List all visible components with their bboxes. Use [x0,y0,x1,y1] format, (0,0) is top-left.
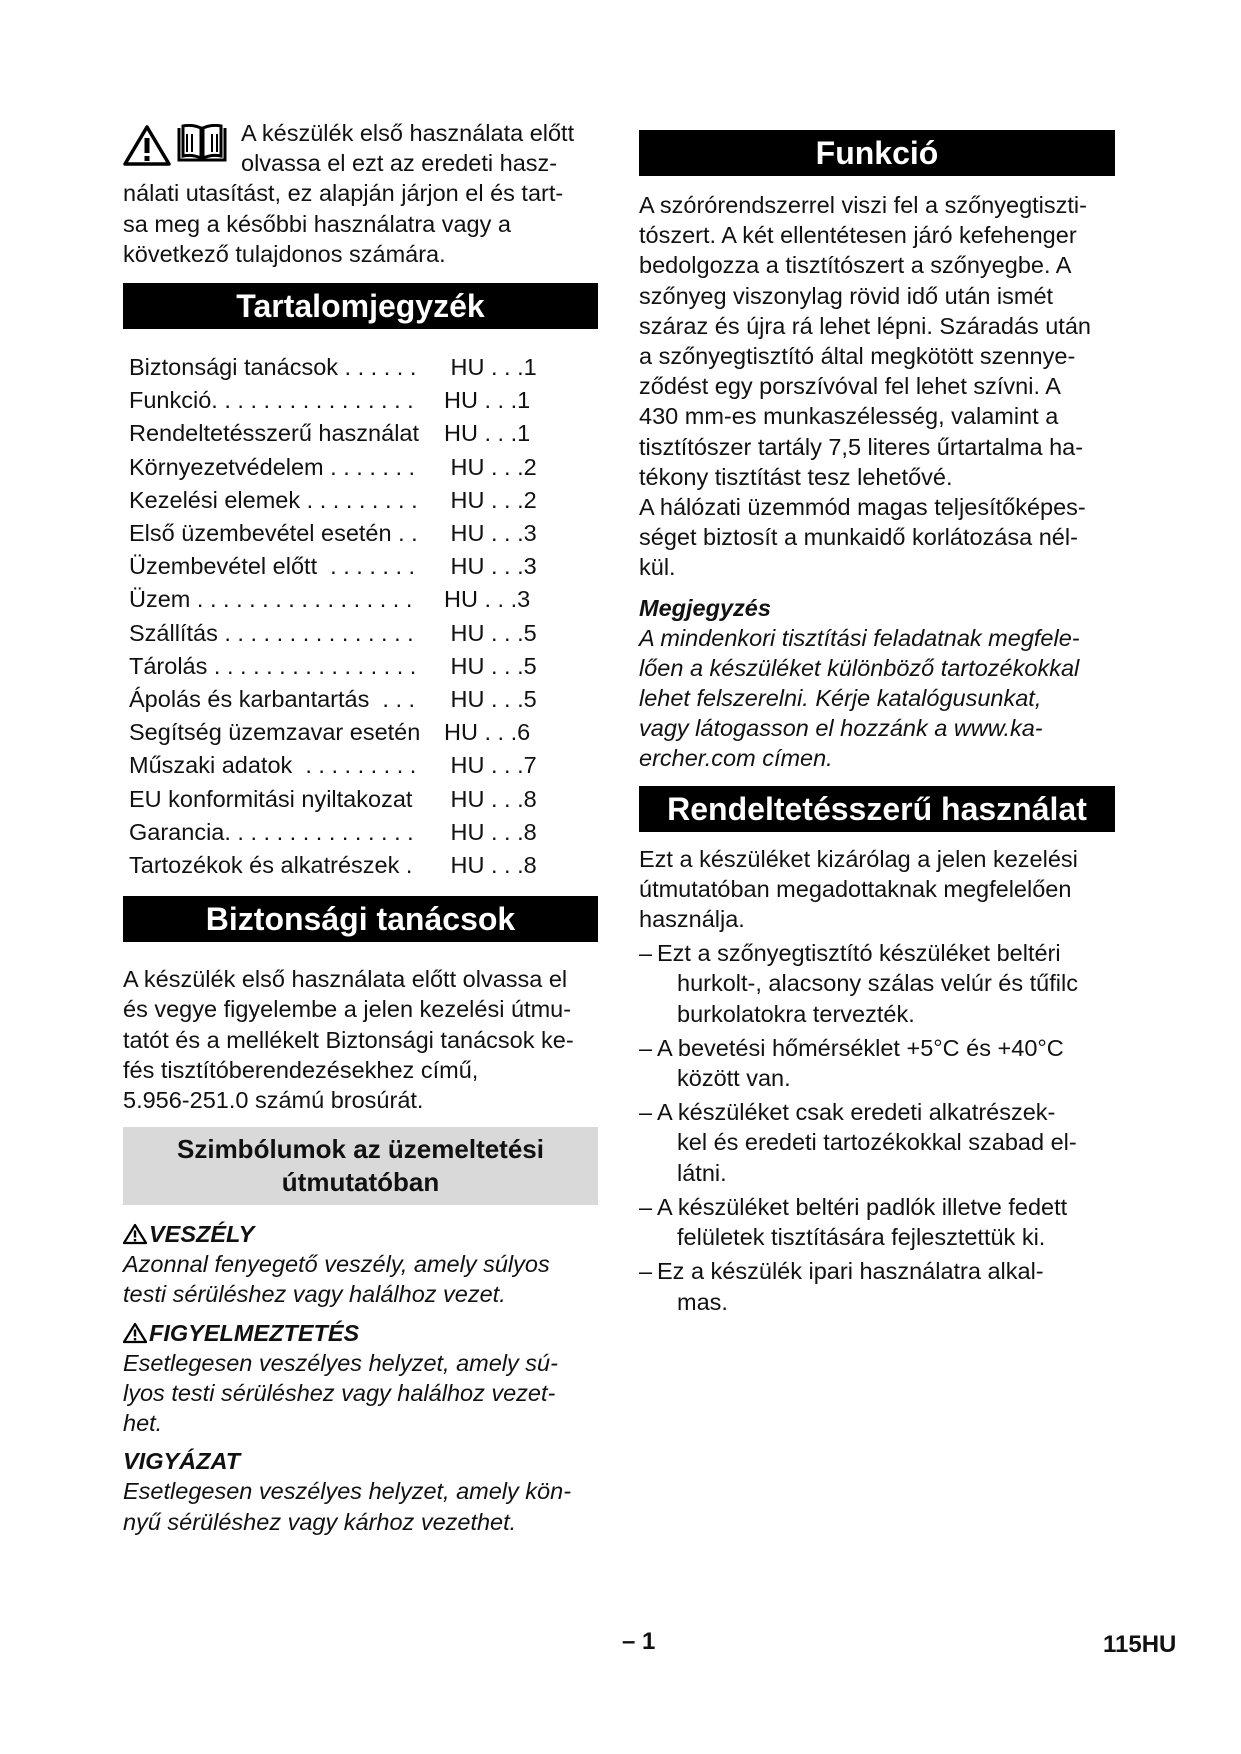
toc-item-title: Szállítás . . . . . . . . . . . . . . . [129,619,414,646]
caution-text: Esetlegesen veszélyes helyzet, amely kön- [123,1478,572,1505]
intended-use-line: használja. [639,906,745,933]
toc-item-title: Garancia. . . . . . . . . . . . . . . [129,818,414,845]
toc-item-ref: HU . . .1 [444,387,531,414]
toc-item-ref: HU . . .3 [444,586,531,613]
toc-item-ref: HU . . .5 [444,619,537,646]
warning-text: het. [123,1410,163,1437]
safety-line: fés tisztítóberendezésekhez című, [123,1056,479,1083]
caution-signal [123,1446,598,1476]
open-book-icon [175,124,229,166]
toc-item-title: Tárolás . . . . . . . . . . . . . . . . [129,652,417,679]
warning-triangle-icon [123,124,171,166]
function-line: tisztítószer tartály 7,5 literes űrtartalma ha- [639,433,1084,460]
safety-line: tatót és a mellékelt Biztonsági tanácsok ke- [123,1026,574,1053]
toc-item[interactable] [129,783,598,816]
function-line: tékony tisztítást tesz lehetővé. [639,463,953,490]
function-line: tószert. A két ellentétesen járó kefehenger [639,222,1077,249]
toc-item-title: Ápolás és karbantartás . . . [129,686,416,713]
page-number: – 1 [622,1628,656,1655]
note-paragraph [639,623,1115,774]
list-item: – Ezt a szőnyegtisztító készüléket beltéri hurkolt-, alacsony szálas velúr és tűfilc burkolatokra tervezték. [639,940,1078,1027]
danger-label: VESZÉLY [149,1221,255,1248]
warning-text: Esetlegesen veszélyes helyzet, amely sú- [123,1349,558,1376]
toc-item[interactable] [129,484,598,517]
note-line: lehet felszerelni. Kérje katalógusunkat, [639,685,1042,712]
safety-line: 5.956-251.0 számú brosúrát. [123,1087,424,1114]
warning-label: FIGYELMEZTETÉS [149,1319,360,1346]
intro-line: olvassa el ezt az eredeti hasz- [241,150,558,177]
toc-item-ref: HU . . .5 [444,652,537,679]
function-heading: Funkció [639,130,1115,176]
toc-item-title: Műszaki adatok . . . . . . . . . [129,752,417,779]
intro-paragraph [123,118,598,269]
toc-item-ref: HU . . .7 [444,752,537,779]
table-of-contents [129,351,598,882]
function-line: szőnyeg viszonylag rövid idő után ismét [639,282,1054,309]
toc-item-ref: HU . . .8 [444,852,537,879]
toc-item[interactable] [129,816,598,849]
safety-paragraph [123,964,598,1115]
function-line: kül. [639,554,676,581]
note-line: lően a készüléket különböző tartozékokkal [639,654,1080,681]
toc-item[interactable] [129,384,598,417]
function-line: 430 mm-es munkaszélesség, valamint a [639,403,1059,430]
note-label: Megjegyzés [639,594,771,621]
intended-use-paragraph [639,844,1115,935]
function-line: bedolgozza a tisztítószert a szőnyegbe. A [639,252,1072,279]
toc-item-title: Környezetvédelem . . . . . . . [129,453,416,480]
safety-heading: Biztonsági tanácsok [123,896,598,942]
toc-item[interactable] [129,550,598,583]
intro-line: nálati utasítást, ez alapján járjon el és tart- [123,180,564,207]
toc-item-title: EU konformitási nyiltakozat [129,785,413,812]
toc-item-ref: HU . . .2 [444,453,537,480]
list-item: – Ez a készülék ipari használatra alkal- mas. [639,1258,1044,1315]
toc-item-ref: HU . . .5 [444,686,537,713]
function-line: száraz és újra rá lehet lépni. Száradás után [639,312,1091,339]
toc-item-title: Kezelési elemek . . . . . . . . . [129,486,418,513]
toc-item-title: Rendeltetésszerű használat [129,420,420,447]
toc-item-ref: HU . . .3 [444,553,537,580]
caution-label: VIGYÁZAT [123,1448,241,1475]
toc-item-title: Segítség üzemzavar esetén [129,719,421,746]
function-paragraph [639,190,1115,583]
left-column [123,118,598,1537]
note-line: A mindenkori tisztítási feladatnak megfele- [639,624,1080,651]
toc-heading: Tartalomjegyzék [123,283,598,329]
toc-item[interactable] [129,351,598,384]
toc-item-title: Üzem . . . . . . . . . . . . . . . . . [129,586,413,613]
toc-item[interactable] [129,749,598,782]
intended-use-list [639,938,1115,1316]
toc-item[interactable] [129,583,598,616]
toc-item-ref: HU . . .8 [444,818,537,845]
toc-item-title: Tartozékok és alkatrészek . [129,852,413,879]
toc-item-title: Üzembevétel előtt . . . . . . . [129,553,416,580]
symbols-subheading-line: útmutatóban [281,1167,440,1198]
danger-text: testi sérüléshez vagy halálhoz vezet. [123,1281,506,1308]
intended-use-line: útmutatóban megadottaknak megfelelően [639,875,1072,902]
function-line: séget biztosít a munkaidő korlátozása nél- [639,524,1078,551]
toc-item[interactable] [129,683,598,716]
warning-triangle-icon [123,1322,147,1344]
intro-line: A készülék első használata előtt [241,120,575,146]
toc-item[interactable] [129,650,598,683]
list-item: – A készüléket csak eredeti alkatrészek- kel és eredeti tartozékokkal szabad el- látni. [639,1099,1077,1186]
intro-line: következő tulajdonos számára. [123,240,446,267]
toc-item-ref: HU . . .1 [444,420,531,447]
intended-use-line: Ezt a készüléket kizárólag a jelen kezelési [639,845,1078,872]
toc-item[interactable] [129,517,598,550]
safety-line: A készülék első használata előtt olvassa el [123,966,568,993]
toc-item-title: Biztonsági tanácsok . . . . . . [129,354,417,381]
danger-text: Azonnal fenyegető veszély, amely súlyos [123,1251,550,1278]
toc-item-ref: HU . . .6 [444,719,531,746]
toc-item-ref: HU . . .2 [444,486,537,513]
toc-item-ref: HU . . .3 [444,520,537,547]
function-line: A hálózati üzemmód magas teljesítőképes- [639,494,1086,521]
toc-item[interactable] [129,451,598,484]
toc-item[interactable] [129,849,598,882]
warning-triangle-icon [123,1223,147,1245]
toc-item-title: Funkció. . . . . . . . . . . . . . . . [129,387,414,414]
function-line: A szórórendszerrel viszi fel a szőnyegtiszti- [639,192,1087,218]
symbols-subheading [123,1127,598,1205]
warning-text: lyos testi sérüléshez vagy halálhoz vezet- [123,1379,556,1406]
symbols-subheading-line: Szimbólumok az üzemeltetési [177,1134,544,1165]
function-line: ződést egy porszívóval fel lehet szívni. A [639,373,1061,400]
list-item: – A bevetési hőmérséklet +5°C és +40°C között van. [639,1034,1064,1092]
caution-text: nyű sérüléshez vagy kárhoz vezethet. [123,1508,517,1535]
note-line: ercher.com címen. [639,745,833,772]
intro-line: sa meg a későbbi használatra vagy a [123,210,511,237]
toc-item-ref: HU . . .1 [444,354,537,381]
intended-use-heading: Rendeltetésszerű használat [639,786,1115,832]
toc-item[interactable] [129,417,598,450]
toc-item-ref: HU . . .8 [444,785,537,812]
page-code: 115HU [1103,1631,1177,1658]
intro-icons [123,124,229,166]
warning-signal [123,1318,598,1348]
toc-item[interactable] [129,716,598,749]
note-line: vagy látogasson el hozzánk a www.ka- [639,715,1043,742]
safety-line: és vegye figyelembe a jelen kezelési útmu- [123,996,572,1023]
list-item: – A készüléket beltéri padlók illetve fedett felületek tisztítására fejlesztettük ki. [639,1193,1068,1251]
toc-item[interactable] [129,617,598,650]
danger-signal [123,1219,598,1249]
right-column [639,118,1115,1321]
function-line: a szőnyegtisztító által megkötött szennye- [639,343,1076,370]
toc-item-title: Első üzembevétel esetén . . [129,520,418,547]
